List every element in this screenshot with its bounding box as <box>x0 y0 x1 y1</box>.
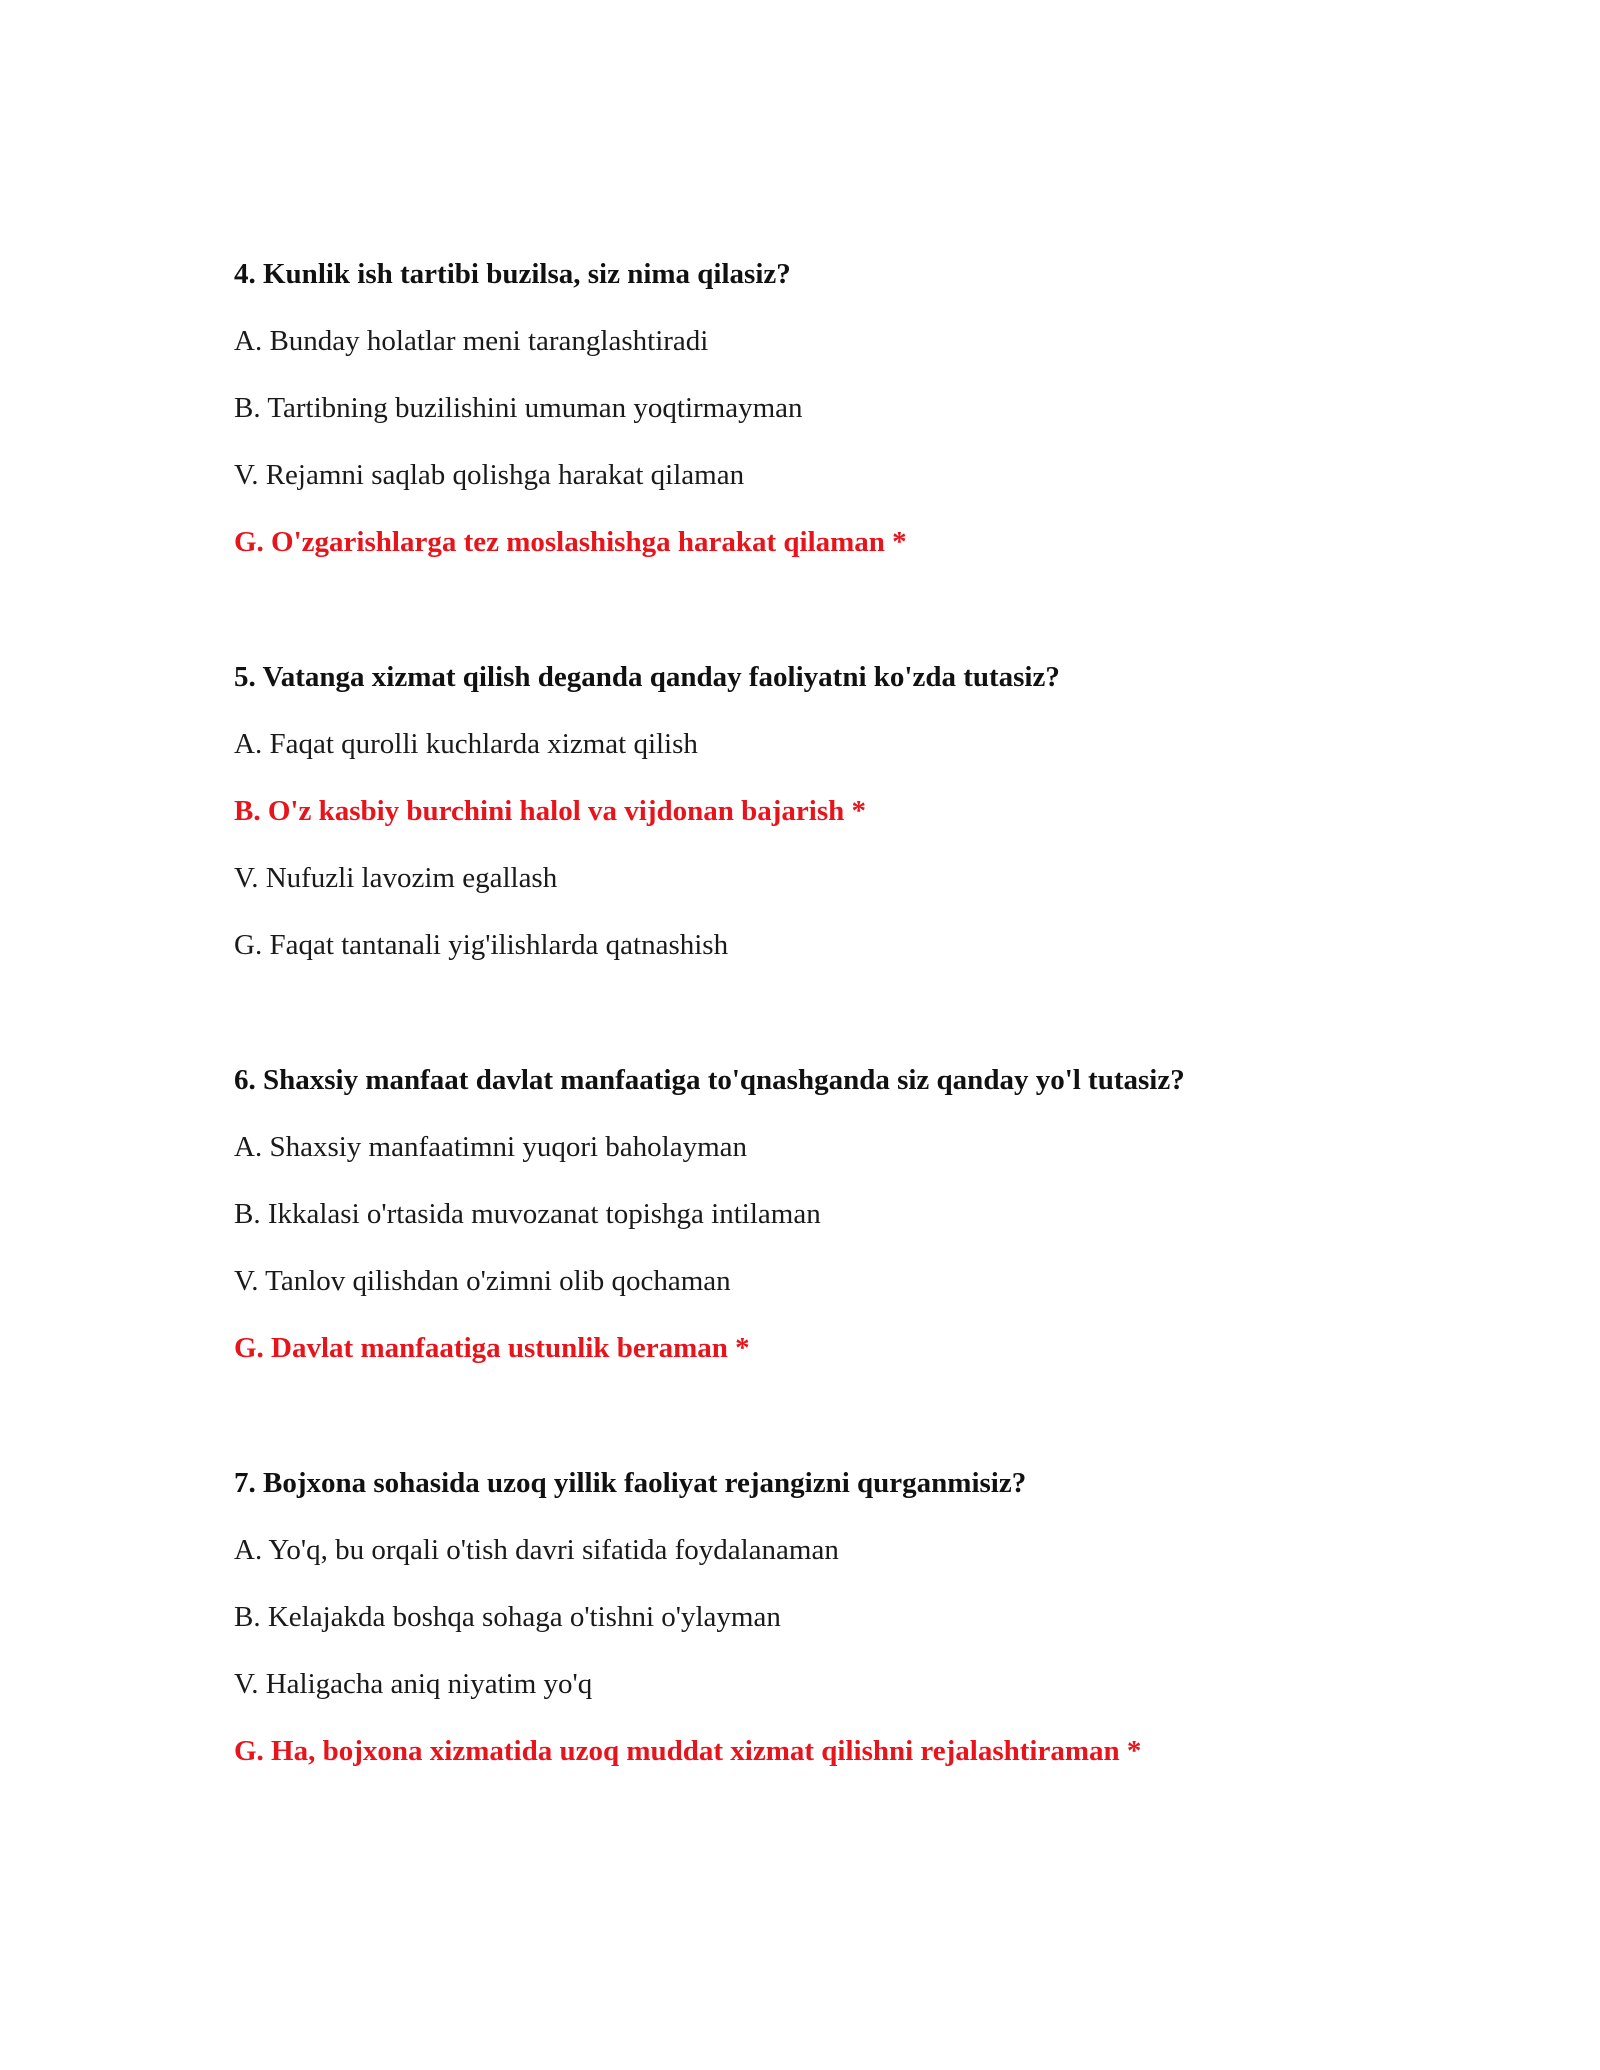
answer-option-g-correct: G. O'zgarishlarga tez moslashishga harakat qilaman * <box>234 526 907 558</box>
answer-option-g: G. Faqat tantanali yig'ilishlarda qatnashish <box>234 929 729 961</box>
question-title: 4. Kunlik ish tartibi buzilsa, siz nima qilasiz? <box>234 258 791 290</box>
answer-option-v: V. Haligacha aniq niyatim yo'q <box>234 1668 593 1700</box>
answer-option-b-correct: B. O'z kasbiy burchini halol va vijdonan bajarish * <box>234 795 866 827</box>
answer-option-a: A. Shaxsiy manfaatimni yuqori baholayman <box>234 1131 748 1163</box>
answer-option-g-correct: G. Ha, bojxona xizmatida uzoq muddat xizmat qilishni rejalashtiraman * <box>234 1735 1142 1767</box>
question-title: 7. Bojxona sohasida uzoq yillik faoliyat rejangizni qurganmisiz? <box>234 1467 1027 1499</box>
question-block-6 <box>234 1062 1414 1366</box>
answer-option-b: B. Tartibning buzilishini umuman yoqtirmayman <box>234 392 803 424</box>
answer-option-a: A. Faqat qurolli kuchlarda xizmat qilish <box>234 728 698 760</box>
answer-option-v: V. Rejamni saqlab qolishga harakat qilaman <box>234 459 745 491</box>
answer-option-b: B. Kelajakda boshqa sohaga o'tishni o'ylayman <box>234 1601 781 1633</box>
question-block-5 <box>234 659 1414 963</box>
answer-option-a: A. Bunday holatlar meni taranglashtiradi <box>234 325 709 357</box>
question-title: 6. Shaxsiy manfaat davlat manfaatiga to'qnashganda siz qanday yo'l tutasiz? <box>234 1064 1185 1096</box>
answer-option-a: A. Yo'q, bu orqali o'tish davri sifatida foydalanaman <box>234 1534 839 1566</box>
answer-option-b: B. Ikkalasi o'rtasida muvozanat topishga intilaman <box>234 1198 821 1230</box>
question-block-4 <box>234 256 1414 560</box>
answer-option-v: V. Nufuzli lavozim egallash <box>234 862 558 894</box>
question-title: 5. Vatanga xizmat qilish deganda qanday faoliyatni ko'zda tutasiz? <box>234 661 1060 693</box>
answer-option-g-correct: G. Davlat manfaatiga ustunlik beraman * <box>234 1332 750 1364</box>
answer-option-v: V. Tanlov qilishdan o'zimni olib qochaman <box>234 1265 731 1297</box>
question-block-7 <box>234 1465 1414 1769</box>
